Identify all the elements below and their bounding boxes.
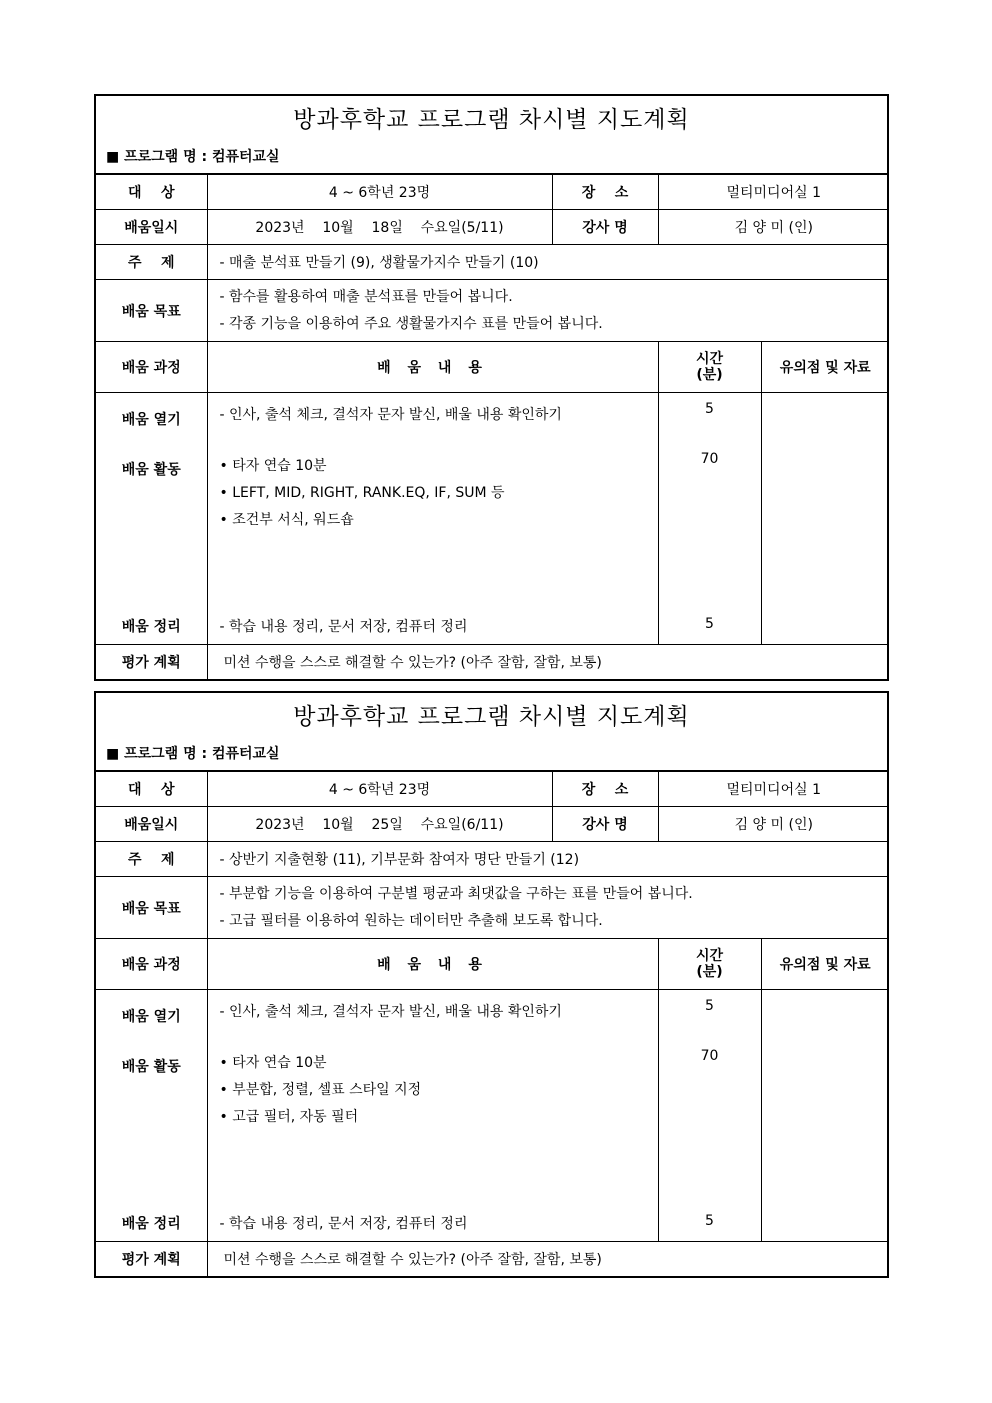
time-header bbox=[658, 342, 761, 393]
lesson-plan-1 bbox=[94, 94, 889, 681]
activity-time: 70 bbox=[700, 451, 719, 467]
place-label: 장 소 bbox=[552, 772, 658, 807]
plan-header bbox=[96, 693, 887, 771]
topic-label: 주 제 bbox=[96, 842, 207, 877]
activity-item: • 조건부 서식, 워드숍 bbox=[219, 512, 354, 528]
target-label: 대 상 bbox=[96, 175, 207, 210]
close-text: - 학습 내용 정리, 문서 저장, 컴퓨터 정리 bbox=[219, 619, 468, 635]
process-label: 배움 과정 bbox=[96, 342, 207, 393]
topic-value: - 매출 분석표 만들기 (9), 생활물가지수 만들기 (10) bbox=[207, 245, 889, 280]
activity-item: • 부분합, 정렬, 셀표 스타일 지정 bbox=[219, 1082, 422, 1098]
content-label: 배 움 내 용 bbox=[207, 342, 658, 393]
teacher-label: 강사 명 bbox=[552, 807, 658, 842]
target-label: 대 상 bbox=[96, 772, 207, 807]
open-text: - 인사, 출석 체크, 결석자 문자 발신, 배울 내용 확인하기 bbox=[219, 1004, 562, 1020]
activity-time: 70 bbox=[700, 1048, 719, 1064]
time-header bbox=[658, 939, 761, 990]
eval-value: 미션 수행을 스스로 해결할 수 있는가? (아주 잘함, 잘함, 보통) bbox=[207, 1242, 889, 1277]
open-time: 5 bbox=[705, 401, 714, 417]
target-value: 4 ~ 6학년 23명 bbox=[207, 175, 552, 210]
activity-list bbox=[220, 453, 505, 534]
activity-label: 배움 활동 bbox=[121, 1059, 181, 1075]
close-text: - 학습 내용 정리, 문서 저장, 컴퓨터 정리 bbox=[219, 1216, 468, 1232]
goal-list bbox=[207, 877, 889, 939]
activity-item: • 타자 연습 10분 bbox=[219, 1055, 327, 1071]
teacher-value: 김 양 미 (인) bbox=[658, 807, 889, 842]
activity-label: 배움 활동 bbox=[121, 462, 181, 478]
open-time: 5 bbox=[705, 998, 714, 1014]
plan-table bbox=[96, 174, 889, 680]
lesson-plan-2 bbox=[94, 691, 889, 1278]
close-time: 5 bbox=[705, 1213, 714, 1229]
date-value: 2023년 10월 18일 수요일(5/11) bbox=[207, 210, 552, 245]
notes-label: 유의점 및 자료 bbox=[761, 939, 889, 990]
goal-item: - 고급 필터를 이용하여 원하는 데이터만 추출해 보도록 합니다. bbox=[219, 912, 603, 929]
target-value: 4 ~ 6학년 23명 bbox=[207, 772, 552, 807]
time-unit: (분) bbox=[696, 367, 723, 383]
notes-column bbox=[761, 393, 889, 645]
time-column bbox=[658, 990, 761, 1242]
open-text: - 인사, 출석 체크, 결석자 문자 발신, 배울 내용 확인하기 bbox=[219, 407, 562, 423]
eval-label: 평가 계획 bbox=[96, 1242, 207, 1277]
date-value: 2023년 10월 25일 수요일(6/11) bbox=[207, 807, 552, 842]
notes-column bbox=[761, 990, 889, 1242]
content-column bbox=[207, 393, 658, 645]
process-column bbox=[96, 990, 207, 1242]
activity-list bbox=[220, 1050, 422, 1131]
plan-header bbox=[96, 96, 887, 174]
goal-list bbox=[207, 280, 889, 342]
close-label: 배움 정리 bbox=[121, 619, 181, 635]
goal-item: - 각종 기능을 이용하여 주요 생활물가지수 표를 만들어 봅니다. bbox=[219, 315, 603, 332]
plan-title: 방과후학교 프로그램 차시별 지도계획 bbox=[293, 107, 690, 133]
time-label: 시간 bbox=[695, 351, 724, 367]
notes-label: 유의점 및 자료 bbox=[761, 342, 889, 393]
close-time: 5 bbox=[705, 616, 714, 632]
content-column bbox=[207, 990, 658, 1242]
open-label: 배움 열기 bbox=[121, 1009, 181, 1025]
goal-item: - 부분합 기능을 이용하여 구분별 평균과 최댓값을 구하는 표를 만들어 봅니다. bbox=[219, 885, 693, 902]
date-label: 배움일시 bbox=[96, 210, 207, 245]
activity-item: • 고급 필터, 자동 필터 bbox=[219, 1109, 359, 1125]
plan-title: 방과후학교 프로그램 차시별 지도계획 bbox=[293, 704, 690, 730]
time-unit: (분) bbox=[696, 964, 723, 980]
topic-value: - 상반기 지출현황 (11), 기부문화 참여자 명단 만들기 (12) bbox=[207, 842, 889, 877]
date-label: 배움일시 bbox=[96, 807, 207, 842]
teacher-label: 강사 명 bbox=[552, 210, 658, 245]
topic-label: 주 제 bbox=[96, 245, 207, 280]
goal-label: 배움 목표 bbox=[96, 280, 207, 342]
goal-label: 배움 목표 bbox=[96, 877, 207, 939]
program-name: ■ 프로그램 명 : 컴퓨터교실 bbox=[106, 149, 280, 165]
process-label: 배움 과정 bbox=[96, 939, 207, 990]
time-column bbox=[658, 393, 761, 645]
place-value: 멀티미디어실 1 bbox=[658, 772, 889, 807]
content-label: 배 움 내 용 bbox=[207, 939, 658, 990]
goal-item: - 함수를 활용하여 매출 분석표를 만들어 봅니다. bbox=[219, 288, 513, 305]
activity-item: • LEFT, MID, RIGHT, RANK.EQ, IF, SUM 등 bbox=[219, 485, 505, 501]
teacher-value: 김 양 미 (인) bbox=[658, 210, 889, 245]
plan-table bbox=[96, 771, 889, 1277]
open-label: 배움 열기 bbox=[121, 412, 181, 428]
close-label: 배움 정리 bbox=[121, 1216, 181, 1232]
program-name: ■ 프로그램 명 : 컴퓨터교실 bbox=[106, 746, 280, 762]
eval-value: 미션 수행을 스스로 해결할 수 있는가? (아주 잘함, 잘함, 보통) bbox=[207, 645, 889, 680]
activity-item: • 타자 연습 10분 bbox=[219, 458, 327, 474]
eval-label: 평가 계획 bbox=[96, 645, 207, 680]
time-label: 시간 bbox=[695, 948, 724, 964]
place-label: 장 소 bbox=[552, 175, 658, 210]
place-value: 멀티미디어실 1 bbox=[658, 175, 889, 210]
process-column bbox=[96, 393, 207, 645]
